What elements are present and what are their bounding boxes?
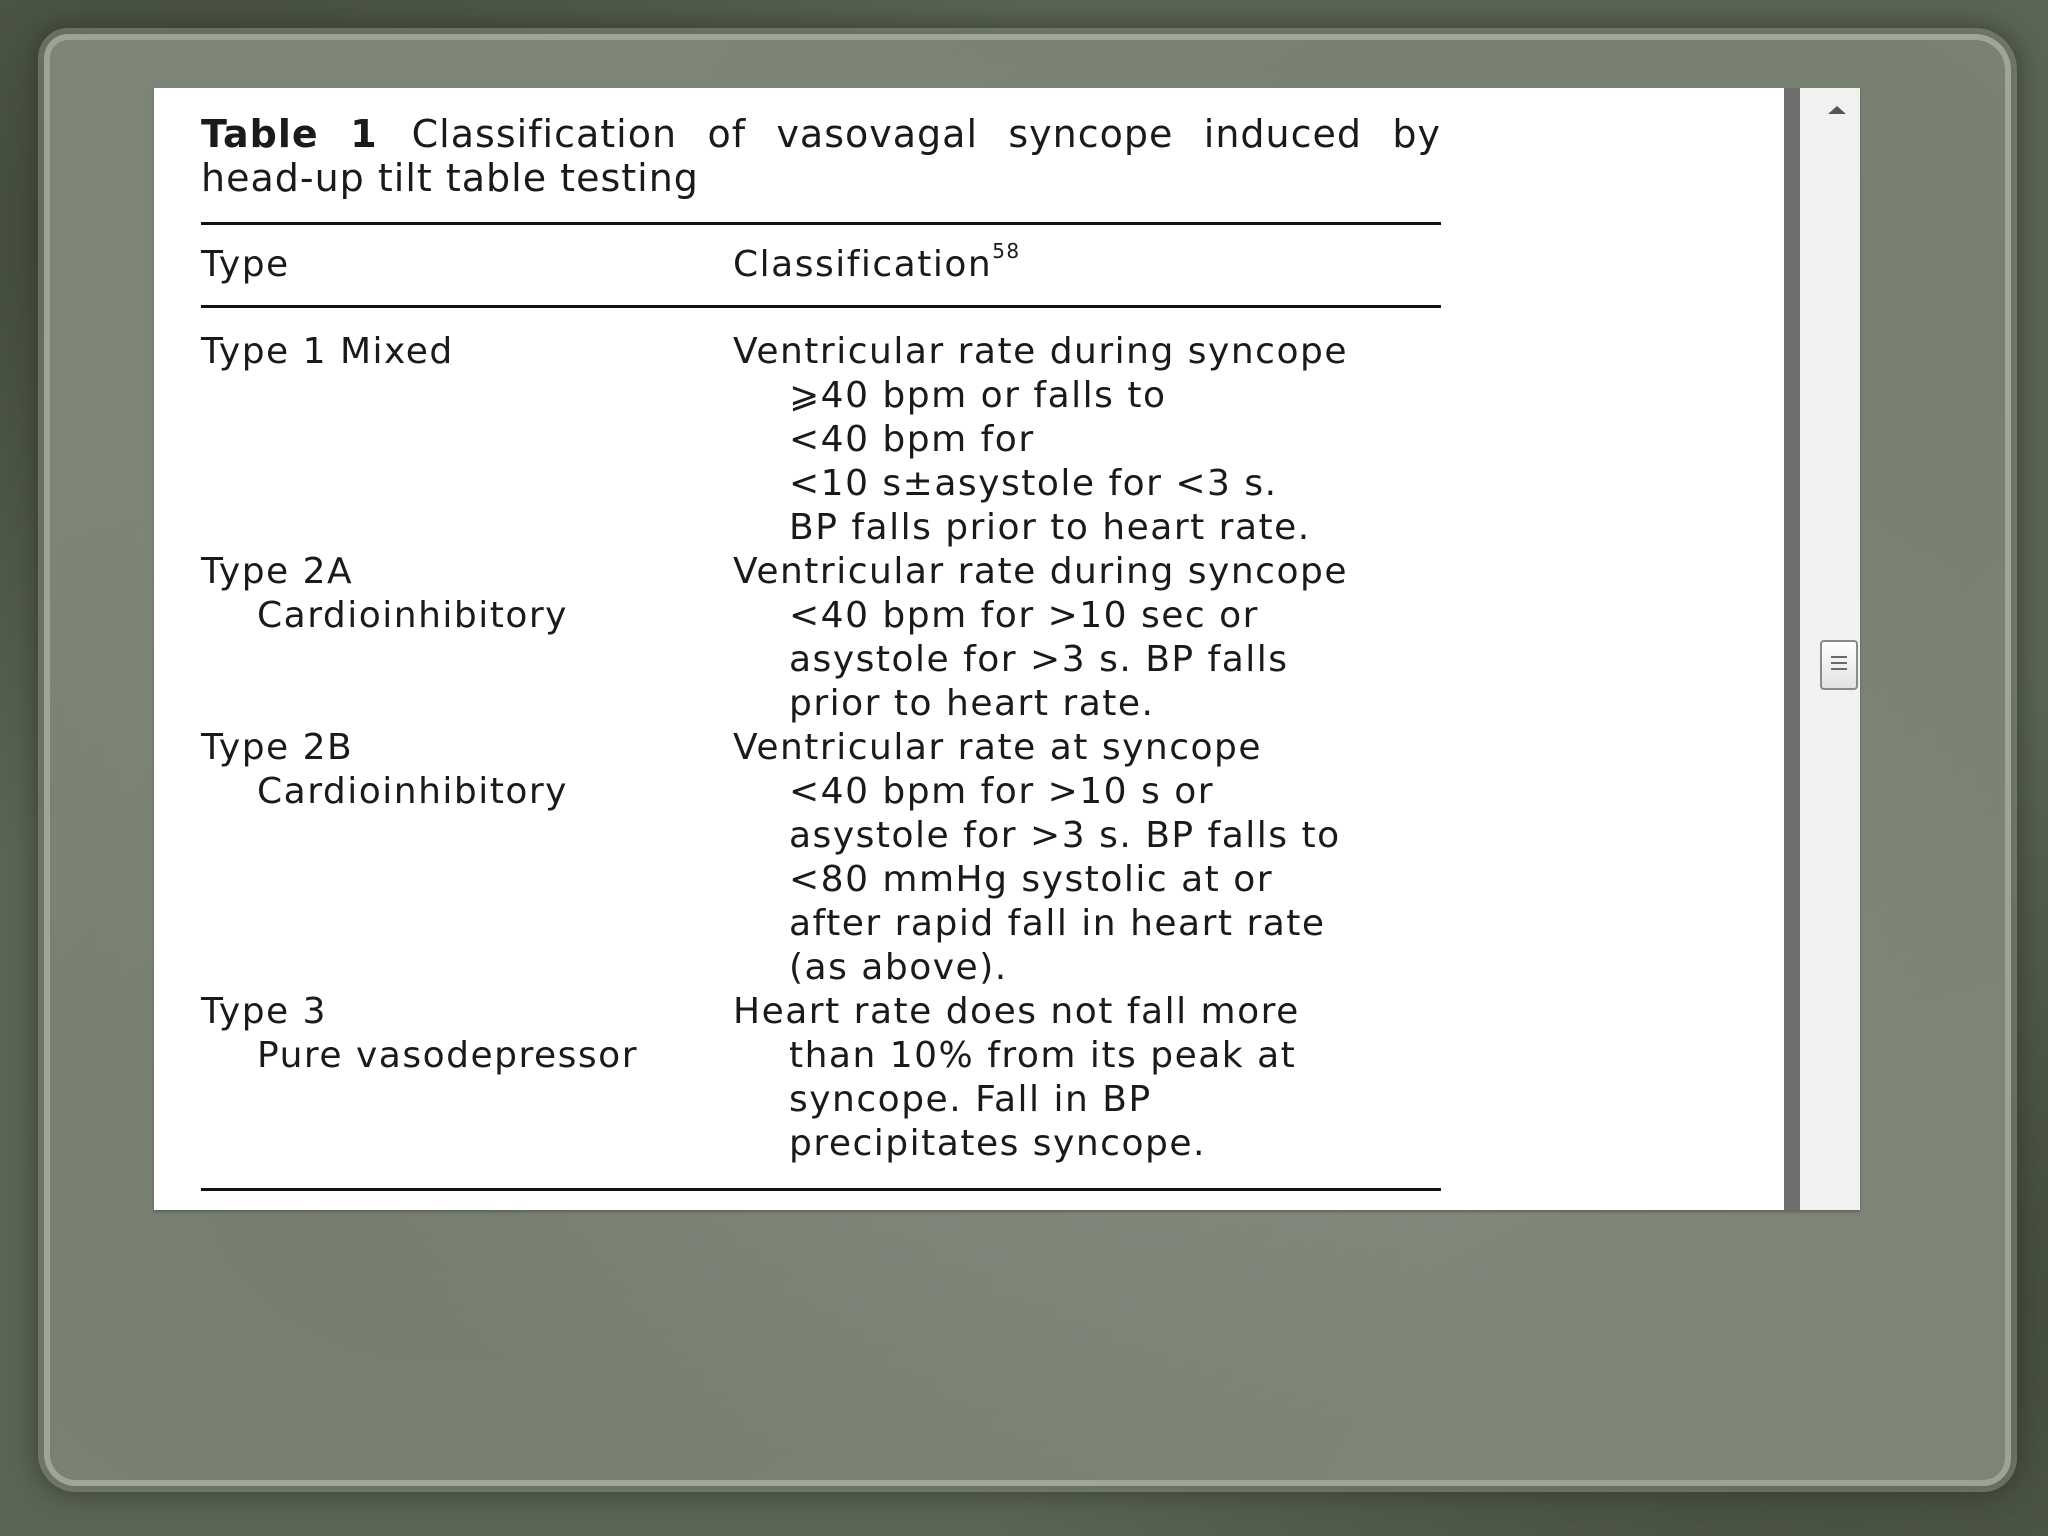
classification-line: asystole for >3 s. BP falls to xyxy=(789,815,1341,856)
table-row xyxy=(201,550,1441,726)
type-line: Type 2B xyxy=(201,727,354,768)
header-type: Type xyxy=(201,244,290,285)
header-classification-label: Classification xyxy=(733,244,993,285)
grip-line-icon xyxy=(1831,668,1847,670)
classification-line: (as above). xyxy=(789,947,1008,988)
classification-line: than 10% from its peak at xyxy=(789,1035,1297,1076)
table-document xyxy=(201,112,1441,1191)
table-row xyxy=(201,990,1441,1166)
classification-line: prior to heart rate. xyxy=(789,683,1155,724)
classification-line: <10 s±asystole for <3 s. xyxy=(789,463,1278,504)
scroll-thumb[interactable] xyxy=(1820,640,1858,690)
classification-line: Heart rate does not fall more xyxy=(733,991,1300,1032)
classification-line: Ventricular rate during syncope xyxy=(733,331,1348,372)
scroll-up-arrow-icon[interactable] xyxy=(1828,106,1846,114)
classification-line: asystole for >3 s. BP falls xyxy=(789,639,1289,680)
grip-line-icon xyxy=(1831,662,1847,664)
classification-cell xyxy=(733,330,1441,550)
classification-cell xyxy=(733,726,1441,990)
type-line: Cardioinhibitory xyxy=(257,771,568,812)
classification-line: Ventricular rate during syncope xyxy=(733,551,1348,592)
type-line: Type 3 xyxy=(201,991,328,1032)
classification-line: BP falls prior to heart rate. xyxy=(789,507,1311,548)
table-title: Classification of vasovagal syncope induced by head-up tilt table testing xyxy=(201,112,1441,200)
type-line: Type 2A xyxy=(201,551,354,592)
classification-line: <80 mmHg systolic at or xyxy=(789,859,1274,900)
type-cell xyxy=(201,726,733,990)
type-cell xyxy=(201,990,733,1166)
grip-line-icon xyxy=(1831,656,1847,658)
table-body xyxy=(201,308,1441,1188)
classification-line: Ventricular rate at syncope xyxy=(733,727,1263,768)
classification-line: ⩾40 bpm or falls to xyxy=(789,375,1167,416)
type-cell xyxy=(201,550,733,726)
type-cell xyxy=(201,330,733,550)
table-header-row xyxy=(201,225,1441,305)
classification-line: syncope. Fall in BP xyxy=(789,1079,1152,1120)
table-label: Table 1 xyxy=(201,112,378,156)
table-row xyxy=(201,330,1441,550)
vertical-scrollbar[interactable] xyxy=(1784,88,1860,1210)
classification-cell xyxy=(733,990,1441,1166)
table-row xyxy=(201,726,1441,990)
classification-line: precipitates syncope. xyxy=(789,1123,1206,1164)
classification-line: <40 bpm for >10 sec or xyxy=(789,595,1259,636)
type-line: Type 1 Mixed xyxy=(201,331,454,372)
type-line: Cardioinhibitory xyxy=(257,595,568,636)
classification-line: after rapid fall in heart rate xyxy=(789,903,1326,944)
classification-cell xyxy=(733,550,1441,726)
type-line: Pure vasodepressor xyxy=(257,1035,638,1076)
table-caption xyxy=(201,112,1441,200)
reference-superscript: 58 xyxy=(992,239,1021,263)
bottom-rule xyxy=(201,1188,1441,1191)
classification-line: <40 bpm for >10 s or xyxy=(789,771,1215,812)
classification-line: <40 bpm for xyxy=(789,419,1035,460)
header-classification xyxy=(733,239,1441,287)
